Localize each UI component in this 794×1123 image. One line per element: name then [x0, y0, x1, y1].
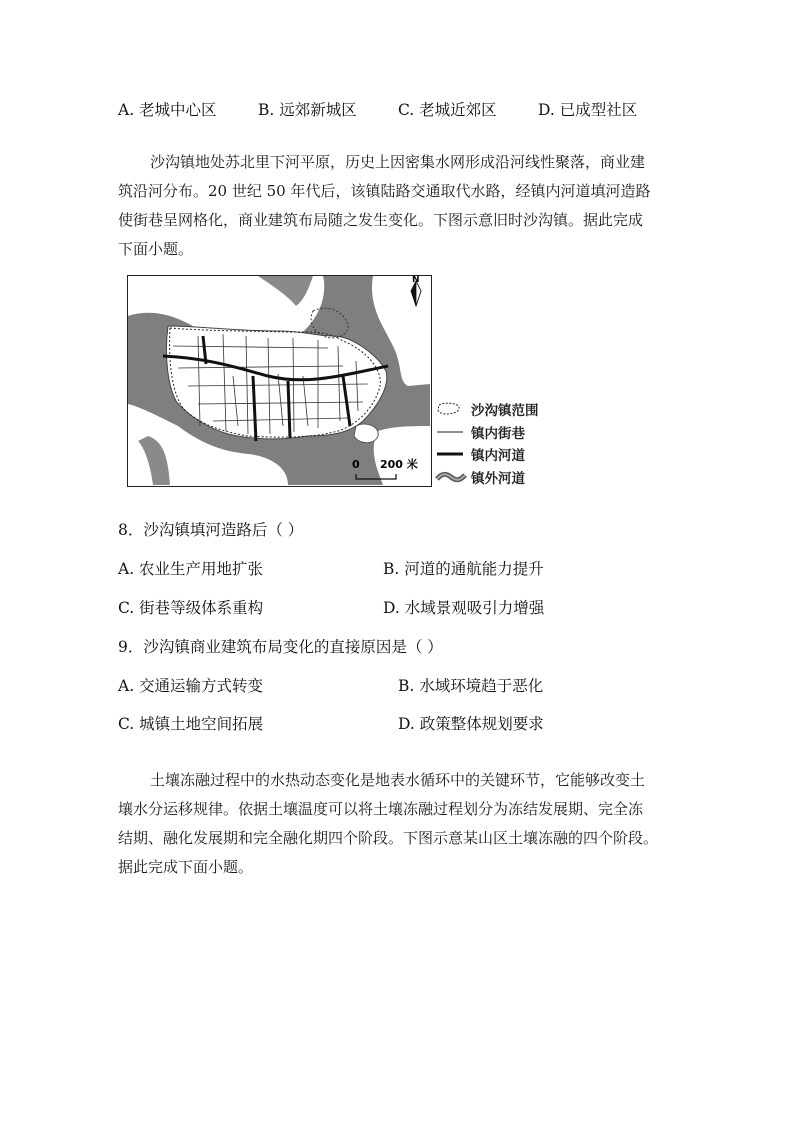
passage-line: 土壤冻融过程中的水热动态变化是地表水循环中的关键环节，它能够改变土	[150, 771, 646, 789]
q9-option-d: D. 政策整体规划要求	[398, 715, 544, 733]
outer-river-icon	[435, 470, 467, 484]
legend-label: 沙沟镇范围	[471, 403, 539, 420]
option-c: C. 老城近郊区	[398, 101, 497, 119]
question-9-stem: 9．沙沟镇商业建筑布局变化的直接原因是（ ）	[118, 638, 443, 656]
q8-option-a: A. 农业生产用地扩张	[118, 560, 264, 578]
legend-label: 镇外河道	[471, 470, 525, 487]
scale-zero: 0	[352, 458, 360, 471]
town-boundary-icon	[435, 402, 467, 416]
option-d: D. 已成型社区	[538, 101, 638, 119]
passage-line: 沙沟镇地处苏北里下河平原，历史上因密集水网形成沿河线性聚落，商业建	[150, 153, 646, 171]
passage-soil-freeze-thaw	[118, 766, 678, 882]
q8-option-d: D. 水域景观吸引力增强	[383, 599, 545, 617]
q9-option-c: C. 城镇土地空间拓展	[118, 715, 264, 733]
legend-label: 镇内街巷	[471, 425, 525, 442]
legend-item	[435, 421, 575, 444]
southwest-river-water	[138, 436, 170, 485]
q9-option-b: B. 水域环境趋于恶化	[398, 677, 544, 695]
legend-item	[435, 466, 575, 489]
passage-line: 下面小题。	[118, 240, 194, 258]
question-8-stem: 8．沙沟镇填河造路后（ ）	[118, 521, 304, 539]
passage-line: 壤水分运移规律。依据土壤温度可以将土壤冻融过程划分为冻结发展期、完全冻	[118, 800, 644, 818]
north-river-water	[258, 276, 313, 306]
legend-item	[435, 398, 575, 421]
inner-river-icon	[435, 447, 467, 461]
legend-label: 镇内河道	[471, 448, 525, 465]
passage-line: 筑沿河分布。20 世纪 50 年代后，该镇陆路交通取代水路，经镇内河道填河造路	[118, 182, 651, 200]
map-legend	[435, 398, 575, 488]
legend-item	[435, 443, 575, 466]
passage-shagou	[118, 148, 678, 264]
shagou-town-map	[127, 275, 432, 487]
option-a: A. 老城中心区	[118, 101, 217, 119]
map-graphic	[128, 276, 430, 485]
q9-option-a: A. 交通运输方式转变	[118, 677, 264, 695]
passage-line: 使街巷呈网格化，商业建筑布局随之发生变化。下图示意旧时沙沟镇。据此完成	[118, 211, 644, 229]
option-b: B. 远郊新城区	[258, 101, 357, 119]
scale-label: 200 米	[380, 458, 418, 471]
q8-option-b: B. 河道的通航能力提升	[383, 560, 544, 578]
q8-option-c: C. 街巷等级体系重构	[118, 599, 264, 617]
small-island	[354, 424, 378, 443]
passage-line: 结期、融化发展期和完全融化期四个阶段。下图示意某山区土壤冻融的四个阶段。	[118, 829, 659, 847]
north-label: N	[412, 276, 420, 285]
passage-line: 据此完成下面小题。	[118, 858, 254, 876]
street-line-icon	[435, 425, 467, 439]
